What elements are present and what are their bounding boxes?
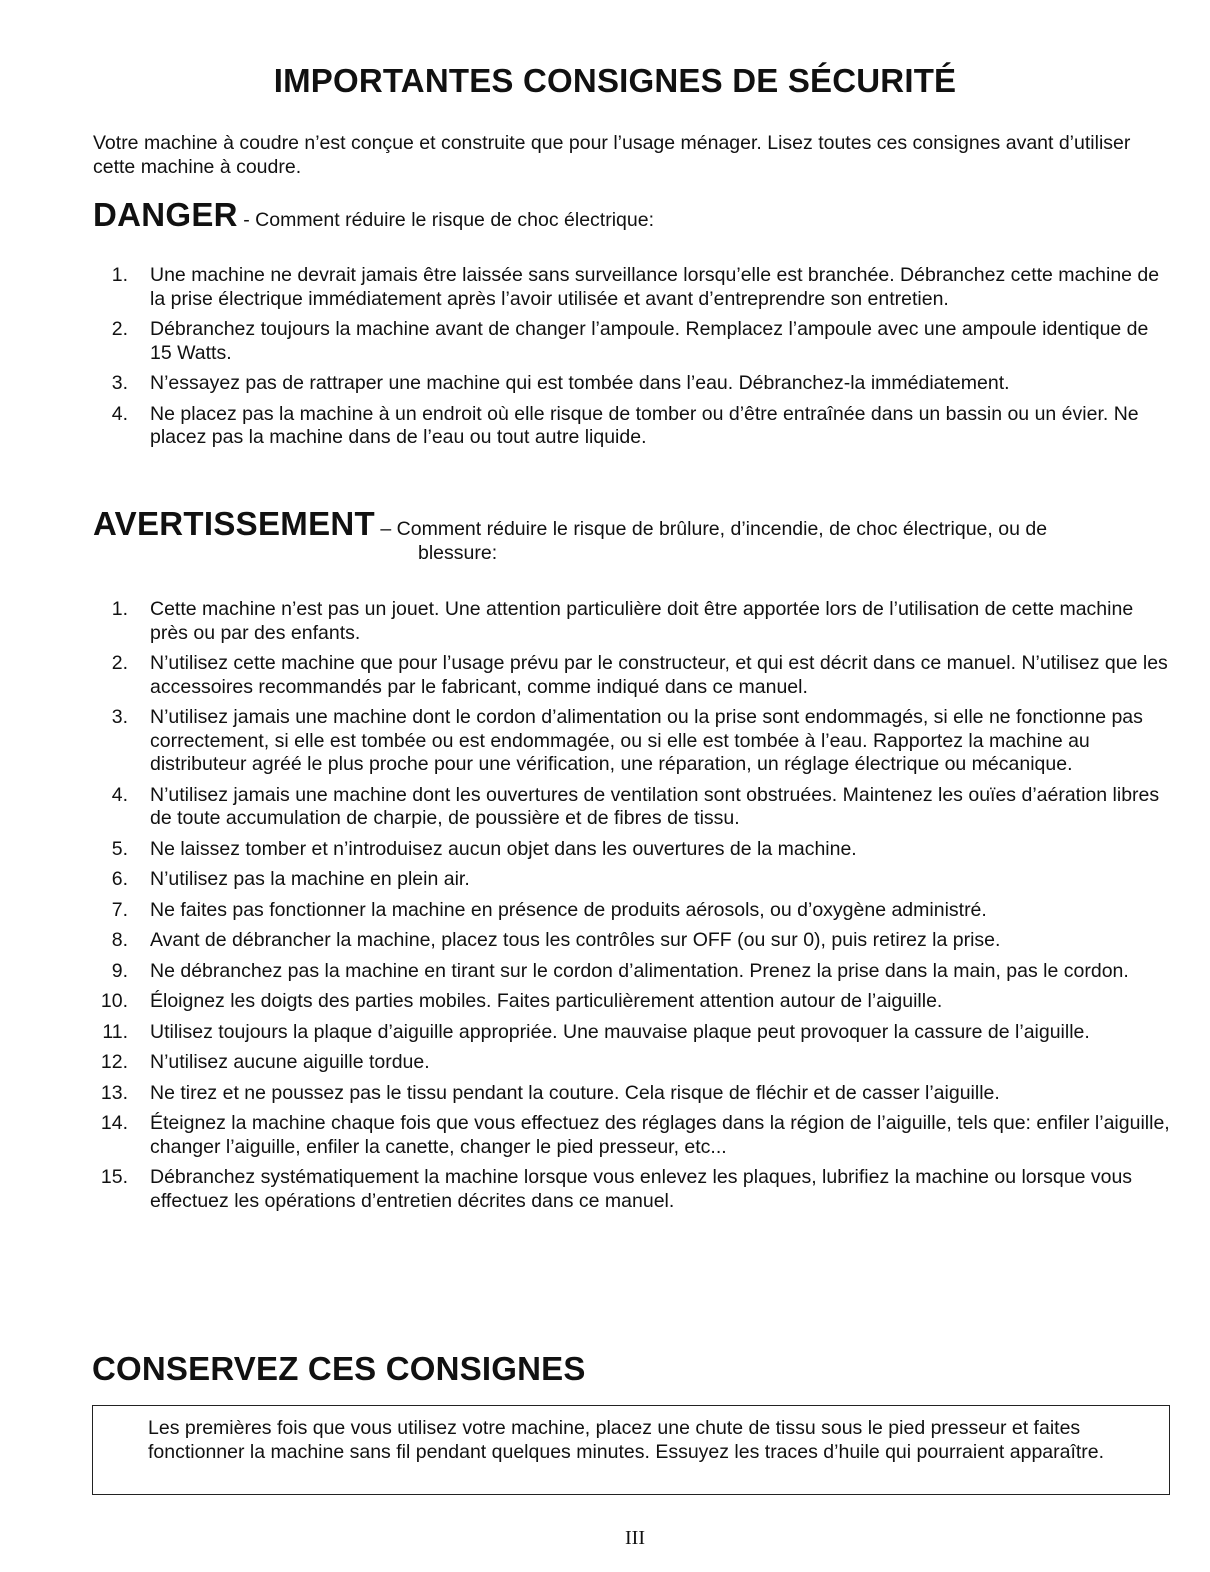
item-number: 10. (100, 990, 128, 1012)
warning-item-12 (0, 1051, 1170, 1075)
item-number: 14. (100, 1112, 128, 1134)
item-text: Ne placez pas la machine à un endroit où elle risque de tomber ou d’être entraînée dans un bassin ou un évier. Ne placez pas la machine dans de l’eau ou tout autre liquide. (150, 402, 1139, 448)
item-number: 7. (111, 898, 128, 921)
warning-item-11 (0, 1021, 1170, 1045)
item-number: 2. (111, 318, 128, 340)
warning-item-9 (0, 960, 1170, 984)
item-number: 15. (100, 1166, 128, 1188)
intro-paragraph: Votre machine à coudre n’est conçue et construite que pour l’usage ménager. Lisez toutes ces consignes avant d’utiliser cette machine à coudre. (93, 132, 1131, 178)
item-text: Avant de débrancher la machine, placez tous les contrôles sur OFF (ou sur 0), puis retirez la prise. (150, 929, 1001, 951)
warning-list (0, 598, 1170, 1220)
warning-item-5 (0, 838, 1170, 862)
item-number: 13. (100, 1081, 128, 1104)
danger-item-2 (0, 318, 1170, 365)
item-number: 4. (111, 783, 128, 806)
item-number: 3. (111, 706, 128, 728)
danger-description: - Comment réduire le risque de choc électrique: (237, 209, 655, 231)
item-number: 3. (111, 372, 128, 394)
item-text: Débranchez toujours la machine avant de changer l’ampoule. Remplacez l’ampoule avec une ampoule identique de 15 Watts. (150, 318, 1149, 364)
danger-item-3 (0, 372, 1170, 396)
danger-label: DANGER (93, 196, 238, 233)
notice-text: Les premières fois que vous utilisez votre machine, placez une chute de tissu sous le pied presseur et faites fonctionner la machine sans fil pendant quelques minutes. Essuyez les traces d’huile qui pourraient apparaître. (148, 1417, 1105, 1463)
item-text: Ne débranchez pas la machine en tirant sur le cordon d’alimentation. Prenez la prise dans la main, pas le cordon. (150, 959, 1129, 982)
item-text: Débranchez systématiquement la machine lorsque vous enlevez les plaques, lubrifiez la machine ou lorsque vous effectuez les opérations d’entretien décrites dans ce manuel. (150, 1166, 1133, 1212)
item-text: Ne laissez tomber et n’introduisez aucun objet dans les ouvertures de la machine. (150, 837, 857, 860)
page-title: IMPORTANTES CONSIGNES DE SÉCURITÉ (273, 62, 957, 99)
warning-item-10 (0, 990, 1170, 1014)
warning-item-2 (0, 652, 1170, 699)
item-number: 12. (100, 1051, 128, 1073)
keep-instructions-heading: CONSERVEZ CES CONSIGNES (92, 1350, 586, 1387)
item-text: Éloignez les doigts des parties mobiles. Faites particulièrement attention autour de l’aiguille. (150, 990, 943, 1012)
item-number: 5. (111, 837, 128, 860)
warning-item-1 (0, 598, 1170, 645)
item-text: N’utilisez jamais une machine dont le cordon d’alimentation ou la prise sont endommagés, si elle ne fonctionne pas correctement, si elle est tombée ou est endommagée, ou si elle est tombée à l’eau. Rapportez la machine au distributeur agréé le plus proche pour une vérification, une réparation, un réglage électrique ou mécanique. (150, 706, 1143, 775)
danger-heading (93, 196, 654, 234)
warning-item-7 (0, 899, 1170, 923)
item-text: N’utilisez jamais une machine dont les ouvertures de ventilation sont obstruées. Maintenez les ouïes d’aération libres de toute accumulation de charpie, de poussière et de fibres de tissu. (150, 783, 1160, 829)
item-number: 9. (111, 959, 128, 982)
item-number: 1. (111, 264, 128, 286)
item-text: N’essayez pas de rattraper une machine qui est tombée dans l’eau. Débranchez-la immédiatement. (150, 372, 1010, 394)
item-text: Une machine ne devrait jamais être laissée sans surveillance lorsqu’elle est branchée. Débranchez cette machine de la prise électrique immédiatement après l’avoir utilisée et avant d’entreprendre son entretien. (150, 264, 1160, 310)
warning-item-15 (0, 1166, 1170, 1213)
warning-heading (93, 505, 1173, 565)
item-text: N’utilisez cette machine que pour l’usage prévu par le constructeur, et qui est décrit dans ce manuel. N’utilisez que les accessoires recommandés par le fabricant, comme indiqué dans ce manuel. (150, 652, 1168, 698)
danger-item-1 (0, 264, 1170, 311)
warning-description-continued: blessure: (418, 542, 498, 564)
item-text: Éteignez la machine chaque fois que vous effectuez des réglages dans la région de l’aiguille, tels que: enfiler l’aiguille, changer l’aiguille, enfiler la canette, changer le pied presseur, etc... (150, 1112, 1170, 1158)
danger-list (0, 264, 1170, 457)
item-number: 1. (111, 598, 128, 620)
warning-item-14 (0, 1112, 1170, 1159)
page-number: III (625, 1527, 645, 1549)
item-text: N’utilisez aucune aiguille tordue. (150, 1051, 430, 1073)
item-text: N’utilisez pas la machine en plein air. (150, 868, 470, 890)
item-text: Cette machine n’est pas un jouet. Une attention particulière doit être apportée lors de l’utilisation de cette machine près ou par des enfants. (150, 598, 1134, 644)
warning-item-3 (0, 706, 1170, 777)
warning-description: – Comment réduire le risque de brûlure, d’incendie, de choc électrique, ou de (374, 518, 1048, 540)
item-number: 2. (111, 652, 128, 674)
danger-item-4 (0, 403, 1170, 450)
warning-item-13 (0, 1082, 1170, 1106)
item-text: Ne faites pas fonctionner la machine en présence de produits aérosols, ou d’oxygène administré. (150, 898, 987, 921)
notice-box (92, 1405, 1170, 1495)
warning-label: AVERTISSEMENT (93, 505, 375, 542)
item-text: Utilisez toujours la plaque d’aiguille appropriée. Une mauvaise plaque peut provoquer la cassure de l’aiguille. (150, 1020, 1090, 1043)
item-text: Ne tirez et ne poussez pas le tissu pendant la couture. Cela risque de fléchir et de casser l’aiguille. (150, 1081, 1000, 1104)
item-number: 4. (111, 402, 128, 425)
warning-item-6 (0, 868, 1170, 892)
item-number: 11. (102, 1020, 128, 1043)
item-number: 6. (111, 868, 128, 890)
warning-item-4 (0, 784, 1170, 831)
warning-item-8 (0, 929, 1170, 953)
item-number: 8. (111, 929, 128, 951)
